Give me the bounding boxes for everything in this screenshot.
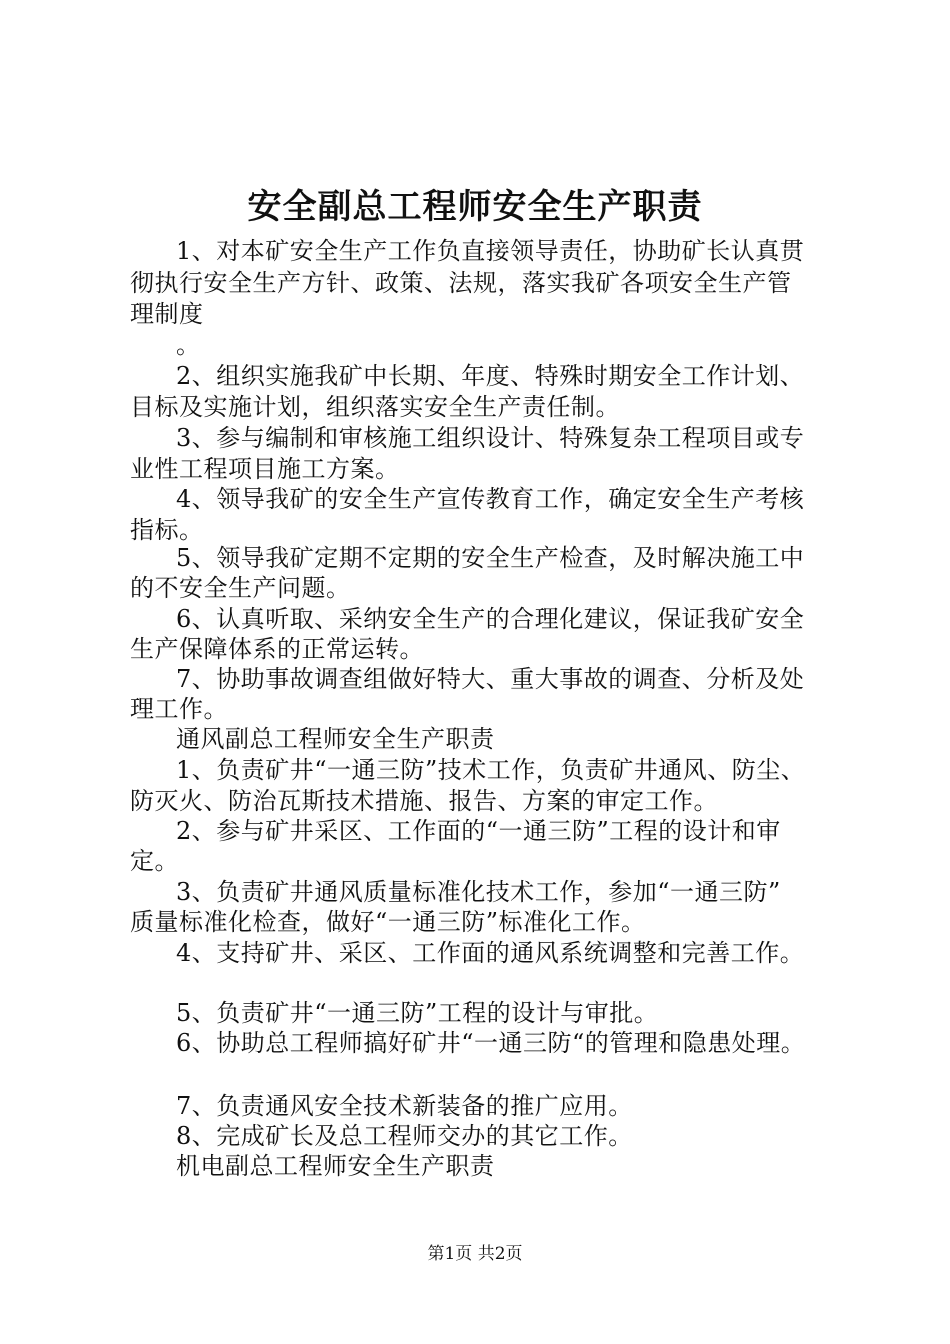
- paragraph-line: 8、完成矿长及总工程师交办的其它工作。: [176, 1122, 633, 1150]
- paragraph-line: 6、协助总工程师搞好矿井“一通三防“的管理和隐患处理。: [176, 1029, 806, 1057]
- paragraph-line: 2、组织实施我矿中长期、年度、特殊时期安全工作计划、: [176, 362, 805, 390]
- paragraph-line: 的不安全生产问题。: [130, 574, 351, 602]
- paragraph-line: 1、负责矿井“一通三防”技术工作，负责矿井通风、防尘、: [176, 756, 806, 784]
- paragraph-line: 指标。: [130, 516, 204, 544]
- paragraph-line: 理制度: [130, 300, 204, 328]
- paragraph-line: 6、认真听取、采纳安全生产的合理化建议，保证我矿安全: [176, 605, 805, 633]
- paragraph-line: 3、参与编制和审核施工组织设计、特殊复杂工程项目或专: [176, 424, 805, 452]
- paragraph-line: 防灭火、防治瓦斯技术措施、报告、方案的审定工作。: [130, 787, 718, 815]
- paragraph-line: 生产保障体系的正常运转。: [130, 635, 424, 663]
- paragraph-line: 4、领导我矿的安全生产宣传教育工作，确定安全生产考核: [176, 485, 805, 513]
- paragraph-line: 5、负责矿井“一通三防”工程的设计与审批。: [176, 999, 659, 1027]
- paragraph-line: 彻执行安全生产方针、政策、法规，落实我矿各项安全生产管: [130, 269, 792, 297]
- paragraph-line: 质量标准化检查，做好“一通三防”标准化工作。: [130, 908, 646, 936]
- paragraph-line: 理工作。: [130, 695, 228, 723]
- document-title: 安全副总工程师安全生产职责: [247, 187, 703, 227]
- page-footer: 第1页 共2页: [427, 1244, 523, 1264]
- paragraph-line: 。: [176, 331, 201, 359]
- paragraph-line: 目标及实施计划，组织落实安全生产责任制。: [130, 393, 620, 421]
- section-heading: 通风副总工程师安全生产职责: [176, 725, 495, 753]
- paragraph-line: 3、负责矿井通风质量标准化技术工作，参加“一通三防”: [176, 878, 781, 906]
- section-heading: 机电副总工程师安全生产职责: [176, 1152, 495, 1180]
- paragraph-line: 7、协助事故调查组做好特大、重大事故的调查、分析及处: [176, 665, 805, 693]
- paragraph-line: 4、支持矿井、采区、工作面的通风系统调整和完善工作。: [176, 939, 805, 967]
- paragraph-line: 7、负责通风安全技术新装备的推广应用。: [176, 1092, 633, 1120]
- paragraph-line: 5、领导我矿定期不定期的安全生产检查，及时解决施工中: [176, 544, 805, 572]
- paragraph-line: 2、参与矿井采区、工作面的“一通三防”工程的设计和审: [176, 817, 781, 845]
- paragraph-line: 定。: [130, 847, 179, 875]
- paragraph-line: 业性工程项目施工方案。: [130, 455, 400, 483]
- paragraph-line: 1、对本矿安全生产工作负直接领导责任，协助矿长认真贯: [176, 237, 805, 265]
